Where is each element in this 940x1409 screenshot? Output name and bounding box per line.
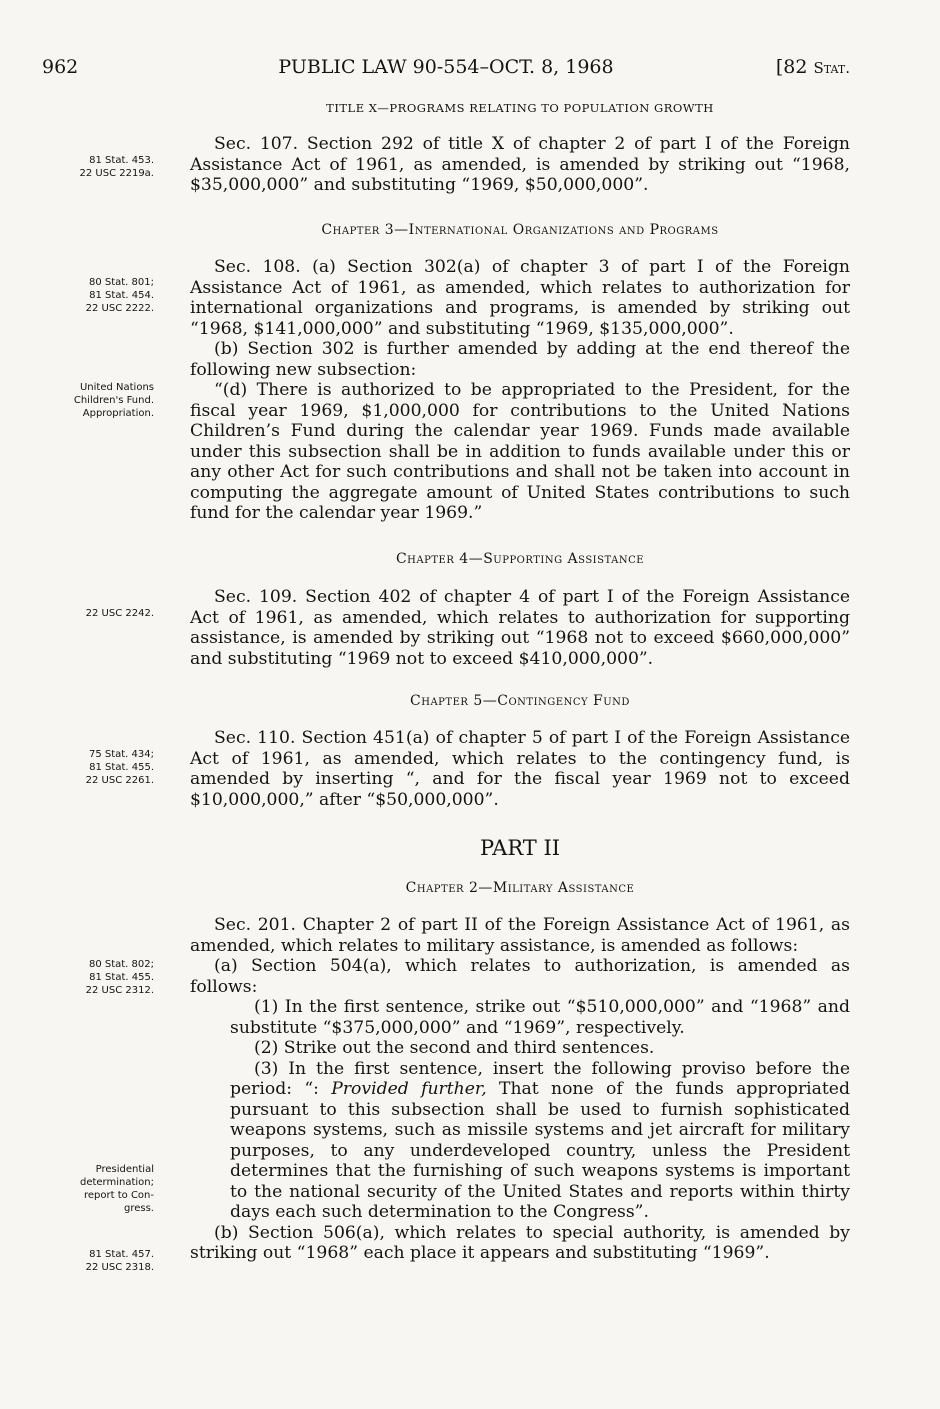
margin-note-line: 81 Stat. 453.: [89, 155, 154, 166]
running-header: [42, 56, 850, 86]
margin-note-line: 22 USC 2261.: [85, 775, 154, 786]
section-201-a3-italic: Provided further,: [331, 1079, 487, 1099]
section-108-d: “(d) There is authorized to be appropriated to the President, for the fiscal year 1969, $1,000,000 for contributions to the United Nations Children’s Fund during the calendar year 1969. Funds made available under this subsection shall be in addition to funds available under this or any other Act for such contributions and shall not be taken into account in computing the aggregate amount of United States contributions to such fund for the calendar year 1969.”: [190, 380, 850, 523]
margin-note-line: 80 Stat. 802;: [88, 959, 154, 970]
margin-note-line: 75 Stat. 434;: [88, 749, 154, 760]
section-108-b: (b) Section 302 is further amended by adding at the end thereof the following new subsection:: [190, 339, 850, 380]
margin-note-line: Presidential: [95, 1164, 154, 1175]
page-number: 962: [42, 56, 79, 78]
section-108: [190, 257, 850, 524]
section-201-a3-pre: (3) In the first sentence, insert the following proviso before the period: “:: [230, 1058, 850, 1099]
chapter-4-heading: Chapter 4—Supporting Assistance: [395, 551, 645, 567]
margin-note-line: determination;: [79, 1177, 154, 1188]
margin-note-7: [26, 1163, 154, 1215]
margin-note-line: 81 Stat. 454.: [89, 290, 154, 301]
margin-note-4: [26, 607, 154, 620]
margin-note-line: 80 Stat. 801;: [88, 277, 154, 288]
section-107-text: Sec. 107. Section 292 of title X of chapter 2 of part I of the Foreign Assistance Act of 1961, as amended, is amended by striking out “1968, $35,000,000” and substituting “1969, $50,000,000”.: [190, 134, 850, 195]
margin-note-5: [26, 748, 154, 787]
section-201-a2: (2) Strike out the second and third sentences.: [254, 1038, 655, 1058]
margin-note-line: 81 Stat. 455.: [89, 972, 154, 983]
section-201-b: (b) Section 506(a), which relates to special authority, is amended by striking out “1968” each place it appears and substituting “1969”.: [190, 1222, 850, 1263]
section-110: [190, 728, 850, 810]
title-heading: TITLE X—PROGRAMS RELATING TO POPULATION GROWTH: [326, 101, 714, 115]
margin-note-line: gress.: [124, 1203, 154, 1214]
margin-note-line: 22 USC 2219a.: [79, 168, 154, 179]
header-title: PUBLIC LAW 90-554–OCT. 8, 1968: [278, 56, 614, 78]
section-201-a: (a) Section 504(a), which relates to authorization, is amended as follows:: [190, 956, 850, 997]
margin-note-1: [26, 154, 154, 180]
section-107: [190, 134, 850, 196]
header-volume-prefix: [82: [775, 56, 814, 78]
margin-note-line: 22 USC 2242.: [85, 608, 154, 619]
header-volume: [776, 56, 850, 78]
margin-note-line: Children's Fund.: [73, 395, 154, 406]
section-201-a1: (1) In the first sentence, strike out “$510,000,000” and “1968” and substitute “$375,000,000” and “1969”, respectively.: [230, 997, 850, 1038]
section-109-text: Sec. 109. Section 402 of chapter 4 of part I of the Foreign Assistance Act of 1961, as amended, which relates to authorization for supporting assistance, is amended by striking out “1968 not to exceed $660,000,000” and substituting “1969 not to exceed $410,000,000”.: [190, 587, 850, 669]
margin-note-line: 22 USC 2318.: [85, 1262, 154, 1273]
margin-note-line: United Nations: [79, 382, 154, 393]
chapter-2-heading: Chapter 2—Military Assistance: [405, 880, 635, 896]
section-201-intro: Sec. 201. Chapter 2 of part II of the Foreign Assistance Act of 1961, as amended, which relates to military assistance, is amended as follows:: [190, 915, 850, 956]
margin-note-2: [26, 276, 154, 315]
chapter-5-heading: Chapter 5—Contingency Fund: [410, 693, 630, 709]
margin-note-line: 81 Stat. 457.: [89, 1249, 154, 1260]
section-201-a3: [230, 1059, 850, 1223]
chapter-3-heading: Chapter 3—International Organizations and Programs: [321, 222, 719, 238]
margin-note-line: 81 Stat. 455.: [89, 762, 154, 773]
header-volume-suffix: Stat.: [813, 59, 850, 77]
part-2-heading: PART II: [479, 836, 561, 860]
margin-note-3: [26, 381, 154, 420]
section-110-text: Sec. 110. Section 451(a) of chapter 5 of part I of the Foreign Assistance Act of 1961, as amended, which relates to the contingency fund, is amended by inserting “, and for the fiscal year 1969 not to exceed $10,000,000,” after “$50,000,000”.: [190, 728, 850, 810]
margin-note-6: [26, 958, 154, 997]
section-109: [190, 587, 850, 669]
margin-note-line: 22 USC 2222.: [85, 303, 154, 314]
margin-note-line: 22 USC 2312.: [85, 985, 154, 996]
margin-note-line: report to Con-: [84, 1190, 154, 1201]
section-201-a3-post: That none of the funds appropriated pursuant to this subsection shall be used to furnish sophisticated weapons systems, such as missile systems and jet aircraft for military purposes, to any underdeveloped country, unless the President determines that the furnishing of such weapons systems is important to the national security of the United States and reports within thirty days each such determination to the Congress”.: [230, 1079, 850, 1222]
margin-note-line: Appropriation.: [82, 408, 154, 419]
margin-note-8: [26, 1248, 154, 1274]
section-201: [190, 915, 850, 1264]
section-108-a: Sec. 108. (a) Section 302(a) of chapter 3 of part I of the Foreign Assistance Act of 1961, as amended, which relates to authorization for international organizations and programs, is amended by striking out “1968, $141,000,000” and substituting “1969, $135,000,000”.: [190, 257, 850, 339]
